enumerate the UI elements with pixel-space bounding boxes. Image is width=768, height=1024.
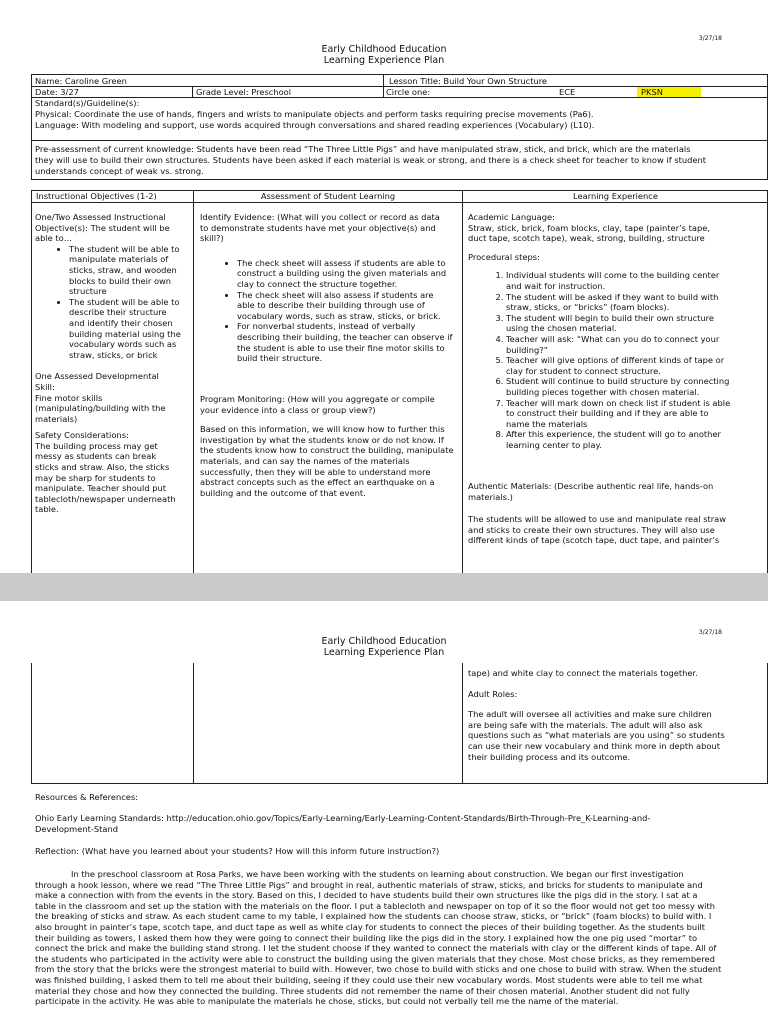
- academic-language-title: Academic Language:: [468, 212, 555, 222]
- authentic-materials: Authentic Materials: (Describe authentic real life, hands-on materials.) The students will be allowed to use and manipulate real straw and sticks to create their own structures. They will also use different kinds of tape (scotch tape, duct tape, and painter’s: [468, 481, 727, 546]
- procedural-step: 3. The student will begin to build their own structure using the chosen material.: [506, 313, 764, 334]
- procedural-step: 4. Teacher will ask: “What can you do to connect your building?”: [506, 334, 764, 355]
- grade-level-field: Grade Level: Preschool: [196, 87, 292, 97]
- ece-option: ECE: [559, 87, 576, 97]
- objective-item: • The student will be able to describe their structure and identify their chosen building material using the vocabulary words such as straw, sticks, or brick: [69, 297, 191, 361]
- procedural-step: 1. Individual students will come to the building center and wait for instruction.: [506, 270, 764, 291]
- preassessment-line: they will use to build their own structures. Students have been asked if each material is weak or strong, and there is a check sheet for teacher to know if student: [35, 155, 706, 165]
- circle-one-label: Circle one:: [386, 87, 431, 97]
- assessment-list: [200, 258, 460, 364]
- procedural-steps-list: [468, 270, 764, 450]
- reflection-title: Reflection: (What have you learned about your students? How will this inform future instruction?): [35, 846, 440, 856]
- doc-header-line2: Learning Experience Plan: [323, 647, 445, 658]
- column-header-objectives: Instructional Objectives (1-2): [36, 191, 157, 201]
- standard-language: Language: With modeling and support, use words acquired through conversations and shared reading experiences (Vocabulary) (L10).: [35, 120, 595, 130]
- doc-header-line1: Early Childhood Education: [321, 636, 447, 647]
- resources-link-cont[interactable]: Development-Stand: [35, 824, 118, 834]
- name-field: Name: Caroline Green: [35, 76, 127, 86]
- column-header-experience: Learning Experience: [573, 191, 658, 201]
- experience-continued: tape) and white clay to connect the materials together. Adult Roles: The adult will oversee all activities and make sure children are being safe with the materials. The adult will also ask questions such as “what materials are you using” so students can use their new vocabulary and think more in depth about their building process and its outcome.: [468, 668, 764, 762]
- standards-label: Standard(s)/Guideline(s):: [35, 98, 140, 108]
- doc-header-line1: Early Childhood Education: [321, 44, 447, 55]
- procedural-step: 7. Teacher will mark down on check list if student is able to construct their building and if they are able to name the materials: [506, 398, 764, 430]
- reflection-body: In the preschool classroom at Rosa Parks, we have been working with the students on learning about construction. We began our first investigation through a hook lesson, where we read “The Three Little Pigs” and brought in real, authentic materials of straw, sticks, and bricks for students to manipulate and make a connection with from the events in the story. Based on this, I decided to have students build their own structures like the pigs did in the story. I sat at a table in the classroom and set up the station with the materials on the floor. I put a tablecloth and newspaper on top of it so the floor would not get too messy with the breaking of sticks and straw. As each student came to my table, I explained how the students can choose straw, sticks, or “brick” (foam blocks) to build with. I also brought in painter’s tape, scotch tape, and duct tape as well as white clay for students to connect the pieces of their building together. As the students built their building as towers, I asked them how they were going to connect their building like the pigs did in the story. I explained how the one pig used “mortar” to connect the brick and make the building stand strong. I let the student choose if they wanted to connect the materials with clay or the different kinds of tape. All of the students who participated in the activity were able to construct the building using the given materials that they chose. Most chose bricks, as they remembered from the story that the bricks were the strongest material to build with. However, two chose to build with sticks and one chose to build with straw. When the student was finished building, I asked them to tell me about their building, seeing if they could use their new vocabulary words. Most students were able to tell me what material they chose and how they connected the building. Three students did not remember the name of their chosen material. Another student did not fully participate in the activity. He was able to manipulate the materials he chose, sticks, but could not verbally tell me the name of the material.: [35, 869, 722, 1007]
- date-field: Date: 3/27: [35, 87, 79, 97]
- column-header-assessment: Assessment of Student Learning: [260, 191, 396, 201]
- dev-skill-title: One Assessed Developmental: [35, 371, 159, 382]
- objective-list: [35, 244, 191, 361]
- assessment-item: • The check sheet will also assess if students are able to describe their building through use of vocabulary words, such as straw, sticks, or brick.: [237, 290, 460, 322]
- dev-skill-body: Fine motor skills: [35, 392, 103, 403]
- procedural-step: 8. After this experience, the student will go to another learning center to play.: [506, 429, 764, 450]
- preassessment-line: understands concept of weak vs. strong.: [35, 166, 204, 176]
- lesson-title-field: Lesson Title: Build Your Own Structure: [389, 76, 548, 86]
- experience-column: Academic Language: Straw, stick, brick, foam blocks, clay, tape (painter’s tape, duct tape, scotch tape), weak, strong, building, structure Procedural steps: 1. Individual students will come to the building center and wait for instruction. 2. The student will be asked if they want to build with straw, sticks, or “bricks” (foam blocks). 3. The student will begin to build their own structure using the chosen material. 4. Teacher will ask: “What can you do to connect your building?” 5. Teacher will give options of different kinds of tape or clay for student to connect structure. 6. Student will continue to build structure by connecting building pieces together with chosen material. 7. Teacher will mark down on check list if student is able to construct their building and if they are able to name the materials 8. After this experience, the student will go to another learning center to play.: [468, 212, 764, 450]
- safety-body: The building process may get: [35, 440, 158, 451]
- safety-title: Safety Considerations:: [35, 430, 129, 441]
- objectives-column: One/Two Assessed Instructional Objective(s): The student will be able to… • The student will be able to manipulate materials of sticks, straw, and wooden blocks to build their own structure • The student will be able to describe their structure and identify their chosen building material using the vocabulary words such as straw, sticks, or brick One Assessed Developmental Skill: Fine motor skills (manipulating/building with the materials) Safety Considerations: The building process may get messy as students can break sticks and straw. Also, the sticks may be sharp for students to manipulate. Teacher should put tablecloth/newspaper underneath table.: [35, 212, 191, 515]
- adult-roles-title: Adult Roles:: [468, 688, 518, 699]
- assessment-item: • For nonverbal students, instead of verbally describing their building, the teacher can observe if the student is able to use their fine motor skills to build their structure.: [237, 321, 460, 363]
- pksn-option: PKSN: [641, 87, 663, 97]
- doc-header-line2: Learning Experience Plan: [323, 55, 445, 66]
- preassessment-line: Pre-assessment of current knowledge: Students have been read “The Three Little Pigs” and have manipulated straw, stick, and brick, which are the materials: [35, 144, 691, 154]
- objective-item: • The student will be able to manipulate materials of sticks, straw, and wooden blocks to build their own structure: [69, 244, 191, 297]
- page-date: 3/27/18: [698, 629, 722, 636]
- procedural-step: 2. The student will be asked if they want to build with straw, sticks, or “bricks” (foam blocks).: [506, 292, 764, 313]
- procedural-steps-title: Procedural steps:: [468, 251, 540, 262]
- procedural-step: 5. Teacher will give options of different kinds of tape or clay for student to connect structure.: [506, 355, 764, 376]
- assessment-item: • The check sheet will assess if students are able to construct a building using the given materials and clay to connect the structure together.: [237, 258, 460, 290]
- program-monitoring: Program Monitoring: (How will you aggregate or compile your evidence into a class or group view?) Based on this information, we will know how to further this investigation by what the students know or do not know. If the students know how to construct the building, manipulate materials, and can say the names of the materials successfully, then they will be able to understand more abstract concepts such as the effect an earthquake on a building and the outcome of that event.: [200, 394, 454, 498]
- adult-roles-body: The adult will oversee all activities and make sure children: [468, 709, 712, 720]
- resources-title: Resources & References:: [35, 792, 139, 802]
- procedural-step: 6. Student will continue to build structure by connecting building pieces together with chosen material.: [506, 376, 764, 397]
- page-date: 3/27/18: [698, 35, 722, 42]
- standard-physical: Physical: Coordinate the use of hands, fingers and wrists to manipulate objects and perform tasks requiring precise movements (Pa6).: [35, 109, 594, 119]
- document-page-2: [0, 601, 768, 1024]
- resources-link[interactable]: Ohio Early Learning Standards: http://education.ohio.gov/Topics/Early-Learning/Early-Learning-Content-Standards/Birth-Through-Pre_K-Learning-and-: [35, 813, 651, 823]
- identify-evidence: Identify Evidence: (What will you collect or record as data: [200, 212, 440, 222]
- assessment-column: Identify Evidence: (What will you collect or record as data to demonstrate students have met your objective(s) and skill?) • The check sheet will assess if students are able to construct a building using the given materials and clay to connect the structure together. • The check sheet will also assess if students are able to describe their building through use of vocabulary words, such as straw, sticks, or brick. • For nonverbal students, instead of verbally describing their building, the teacher can observe if the student is able to use their fine motor skills to build their structure.: [200, 212, 460, 364]
